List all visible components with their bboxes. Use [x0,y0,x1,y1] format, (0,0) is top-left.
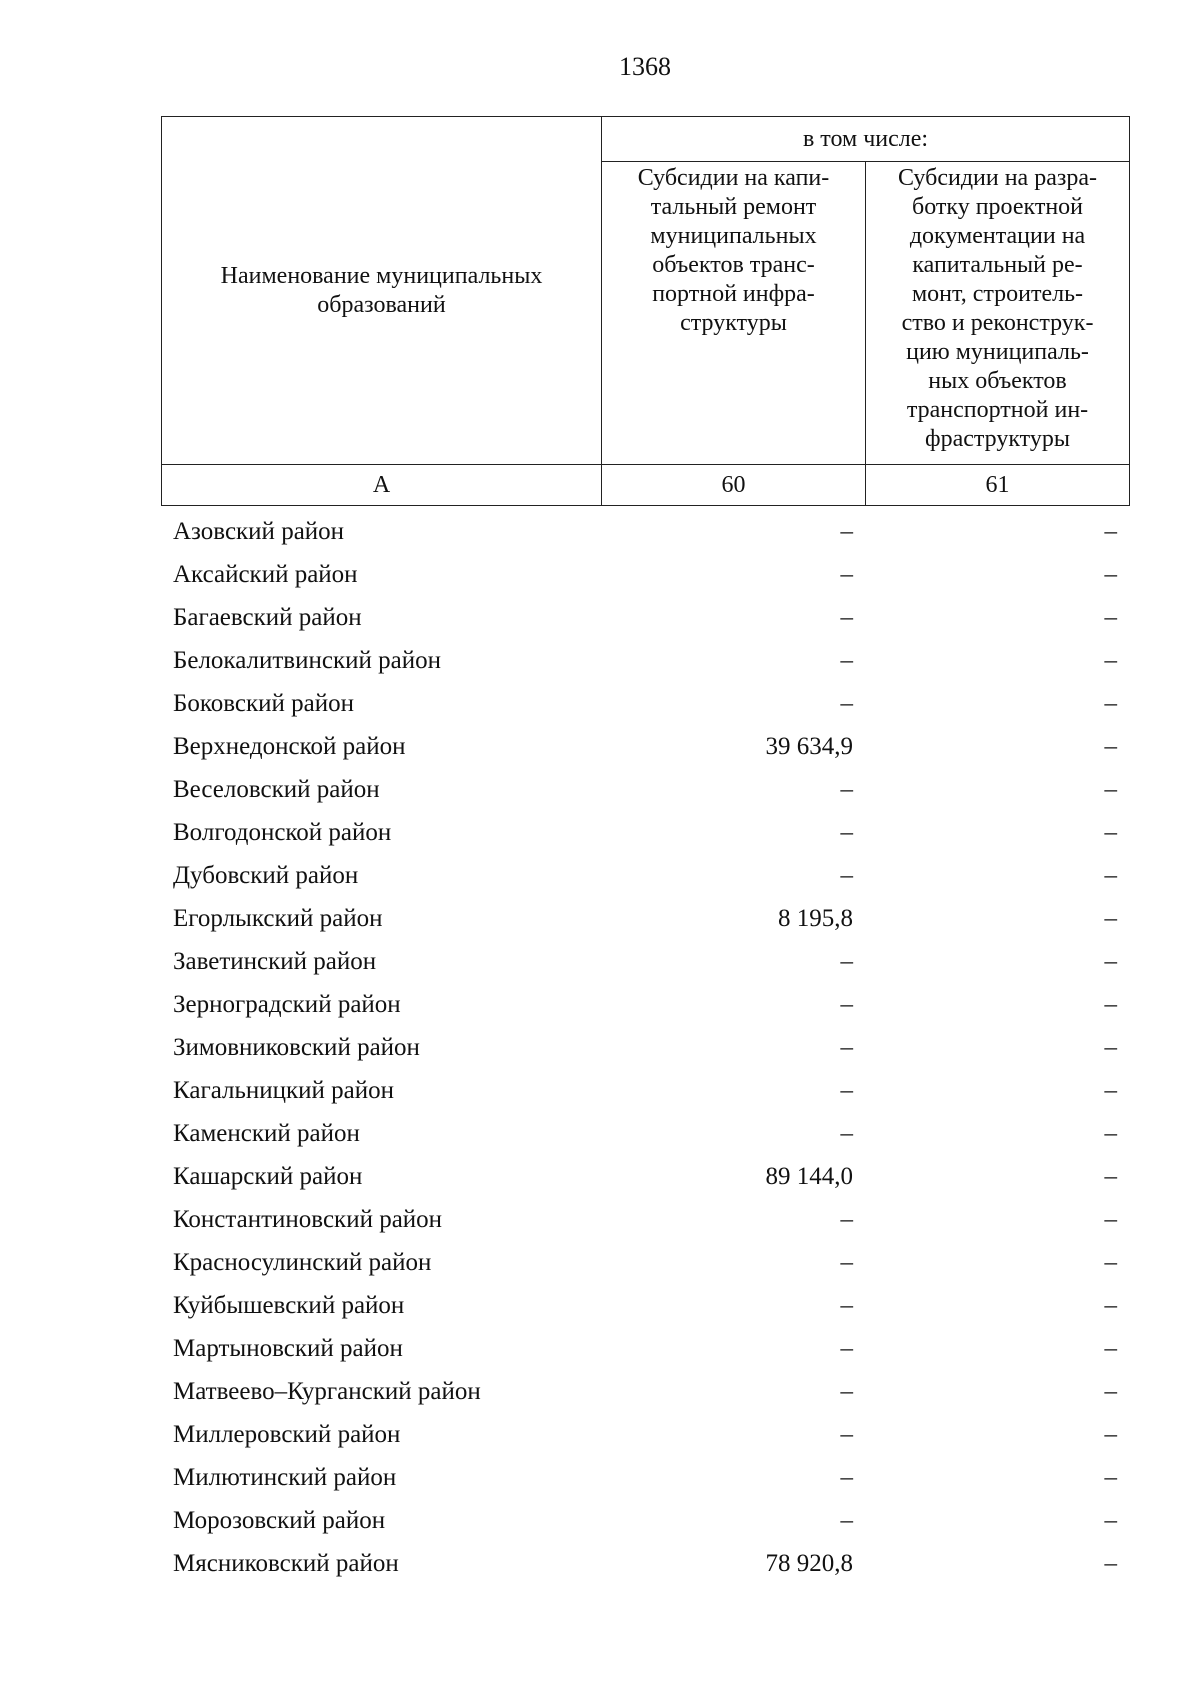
design-documentation-value: – [1104,861,1117,889]
municipality-name: Егорлыкский район [173,904,383,932]
capital-repair-value: – [840,1119,853,1147]
header-code-col2: 61 [866,465,1130,506]
municipality-name: Зимовниковский район [173,1033,420,1061]
municipality-name: Верхнедонской район [173,732,406,760]
design-documentation-value: – [1104,1334,1117,1362]
capital-repair-value: – [840,1248,853,1276]
design-documentation-value: – [1104,1291,1117,1319]
design-documentation-value: – [1104,646,1117,674]
capital-repair-value: 89 144,0 [765,1162,853,1190]
municipality-name: Матвеево–Курганский район [173,1377,481,1405]
table-row [161,1112,1129,1155]
municipality-name: Багаевский район [173,603,362,631]
table-row [161,1370,1129,1413]
municipality-name: Куйбышевский район [173,1291,405,1319]
header-code-col1: 60 [602,465,866,506]
capital-repair-value: – [840,517,853,545]
capital-repair-value: 78 920,8 [765,1549,853,1577]
design-documentation-value: – [1104,818,1117,846]
capital-repair-value: – [840,560,853,588]
municipality-name: Заветинский район [173,947,377,975]
page-number: 1368 [619,52,671,81]
design-documentation-value: – [1104,1506,1117,1534]
design-documentation-value: – [1104,1248,1117,1276]
design-documentation-value: – [1104,560,1117,588]
design-documentation-value: – [1104,1033,1117,1061]
capital-repair-value: – [840,689,853,717]
capital-repair-value: – [840,1506,853,1534]
table-body [161,510,1129,1585]
design-documentation-value: – [1104,775,1117,803]
municipality-name: Аксайский район [173,560,358,588]
design-documentation-value: – [1104,732,1117,760]
capital-repair-value: – [840,1033,853,1061]
table-row [161,854,1129,897]
municipality-name: Константиновский район [173,1205,443,1233]
municipality-name: Кашарский район [173,1162,363,1190]
table-row [161,983,1129,1026]
design-documentation-value: – [1104,1377,1117,1405]
design-documentation-value: – [1104,904,1117,932]
capital-repair-value: – [840,646,853,674]
capital-repair-value: – [840,1420,853,1448]
table-row [161,1198,1129,1241]
table-row [161,639,1129,682]
capital-repair-value: – [840,775,853,803]
table-row [161,768,1129,811]
municipality-name: Каменский район [173,1119,360,1147]
subsidy-table [161,116,1129,1585]
table-row [161,1327,1129,1370]
header-code-name: А [162,465,602,506]
table-row [161,1499,1129,1542]
table-row [161,1026,1129,1069]
design-documentation-value: – [1104,947,1117,975]
capital-repair-value: – [840,818,853,846]
table-row [161,725,1129,768]
capital-repair-value: 8 195,8 [778,904,853,932]
design-documentation-value: – [1104,689,1117,717]
capital-repair-value: – [840,861,853,889]
municipality-name: Белокалитвинский район [173,646,441,674]
header-col-design-documentation: Субсидии на разра- ботку проектной документации на капитальный ре- монт, строитель- ство и реконструк- цию муниципаль- ных объектов транспортной ин- фраструктуры [866,162,1130,465]
municipality-name: Красносулинский район [173,1248,432,1276]
table-row [161,1456,1129,1499]
design-documentation-value: – [1104,1549,1117,1577]
municipality-name: Мясниковский район [173,1549,399,1577]
table-row [161,596,1129,639]
capital-repair-value: 39 634,9 [765,732,853,760]
municipality-name: Кагальницкий район [173,1076,395,1104]
municipality-name: Милютинский район [173,1463,397,1491]
municipality-name: Мартыновский район [173,1334,403,1362]
capital-repair-value: – [840,990,853,1018]
municipality-name: Зерноградский район [173,990,401,1018]
table-row [161,1241,1129,1284]
municipality-name: Боковский район [173,689,354,717]
table-row [161,1284,1129,1327]
design-documentation-value: – [1104,1463,1117,1491]
table-header [161,116,1130,506]
design-documentation-value: – [1104,990,1117,1018]
table-row [161,553,1129,596]
design-documentation-value: – [1104,1119,1117,1147]
capital-repair-value: – [840,1076,853,1104]
municipality-name: Волгодонской район [173,818,392,846]
capital-repair-value: – [840,1205,853,1233]
table-row [161,510,1129,553]
capital-repair-value: – [840,1291,853,1319]
design-documentation-value: – [1104,517,1117,545]
design-documentation-value: – [1104,1162,1117,1190]
capital-repair-value: – [840,1463,853,1491]
table-row [161,1542,1129,1585]
municipality-name: Миллеровский район [173,1420,401,1448]
table-row [161,1155,1129,1198]
capital-repair-value: – [840,1334,853,1362]
municipality-name: Азовский район [173,517,345,545]
table-row [161,1069,1129,1112]
municipality-name: Морозовский район [173,1506,386,1534]
table-row [161,897,1129,940]
header-col-capital-repair: Субсидии на капи- тальный ремонт муниципальных объектов транс- портной инфра- структуры [602,162,866,465]
design-documentation-value: – [1104,1076,1117,1104]
capital-repair-value: – [840,947,853,975]
capital-repair-value: – [840,603,853,631]
capital-repair-value: – [840,1377,853,1405]
table-row [161,811,1129,854]
design-documentation-value: – [1104,603,1117,631]
header-group-label: в том числе: [602,117,1130,162]
table-row [161,1413,1129,1456]
municipality-name: Веселовский район [173,775,380,803]
header-municipality-name: Наименование муниципальных образований [162,117,602,465]
table-row [161,682,1129,725]
design-documentation-value: – [1104,1420,1117,1448]
municipality-name: Дубовский район [173,861,359,889]
design-documentation-value: – [1104,1205,1117,1233]
table-row [161,940,1129,983]
